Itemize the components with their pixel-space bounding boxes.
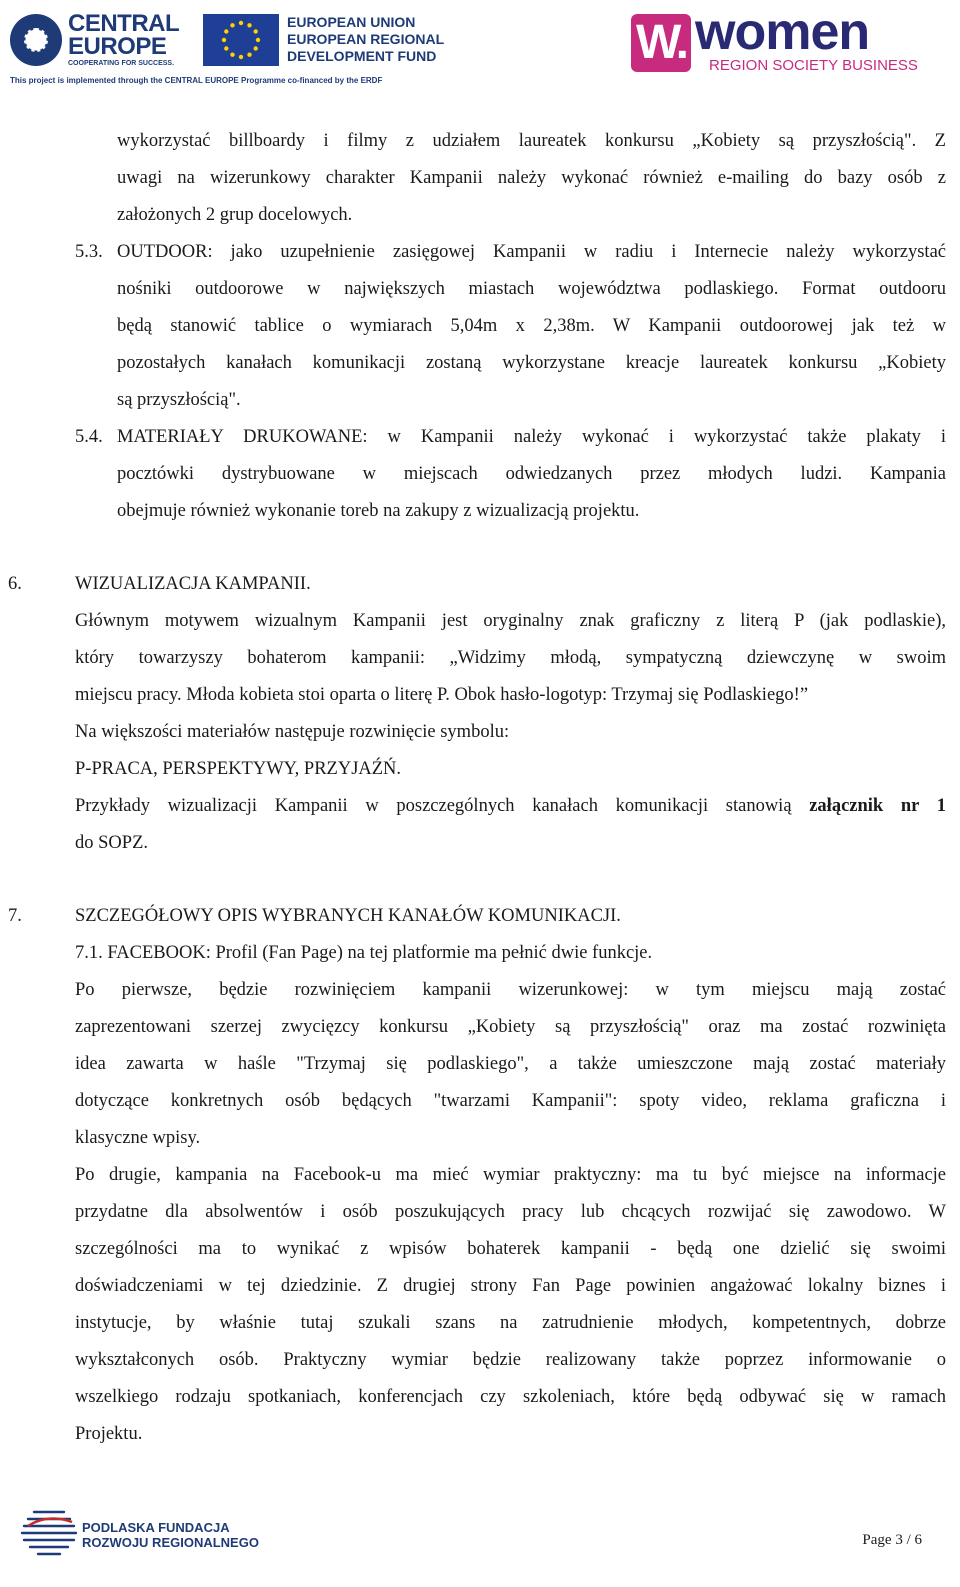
eu-text-line2: EUROPEAN REGIONAL [287,31,445,47]
page-number: Page 3 / 6 [862,1532,922,1548]
eu-star-icon [247,23,251,27]
text-line: który towarzyszy bohaterom kampanii: „Widzimy młodą, sympatyczną dziewczynę w swoim [75,648,946,668]
section-number: 7. [8,906,22,926]
eu-star-icon [224,29,228,33]
foundation-line1: PODLASKA FUNDACJA [82,1520,230,1535]
women-logo [631,3,931,76]
programme-note: This project is implemented through the CENTRAL EUROPE Programme co-financed by the ERDF [10,76,383,85]
women-wordmark: women [695,3,870,61]
eu-star-icon [256,38,260,42]
text-line: doświadczeniami w tej dziedzinie. Z drugiej strony Fan Page powinien angażować lokalny biznes i [75,1276,946,1296]
central-europe-wordmark [68,12,179,58]
text-line: idea zawarta w haśle "Trzymaj się podlaskiego", a także umieszczone mają zostać materiały [75,1054,946,1074]
text-line: do SOPZ. [75,833,148,853]
foundation-emblem-icon [20,1502,78,1562]
eu-fund-label [287,14,444,65]
text-line: szczególności ma to wynikać z wpisów bohaterek kampanii - będą one dzielić się swoimi [75,1239,946,1259]
text-line: nośniki outdoorowe w największych miastach województwa podlaskiego. Format outdooru [117,279,946,299]
eu-star-icon [254,46,258,50]
podlaska-foundation-logo [20,1502,260,1564]
text-line: pozostałych kanałach komunikacji zostaną wykorzystane kreacje laureatek konkursu „Kobiety [117,353,946,373]
section-number: 6. [8,574,22,594]
eu-star-icon [247,53,251,57]
eu-star-icon [254,29,258,33]
text-line: klasyczne wpisy. [75,1128,201,1148]
central-europe-logo [10,12,190,68]
central-europe-emblem-icon [10,14,62,66]
page-header [0,0,960,96]
central-europe-tagline: COOPERATING FOR SUCCESS. [68,60,175,67]
text-line: pocztówki dystrybuowane w miejscach odwiedzanych przez młodych ludzi. Kampania [117,464,946,484]
text-line: MATERIAŁY DRUKOWANE: w Kampanii należy wykonać i wykorzystać także plakaty i [117,427,946,447]
section-number: 5.3. [75,242,103,262]
text-line: wszelkiego rodzaju spotkaniach, konferencjach czy szkoleniach, które będą odbywać się w ramach [75,1387,946,1407]
text-line: wykształconych osób. Praktyczny wymiar będzie realizowany także poprzez informowanie o [75,1350,946,1370]
text-line [75,796,946,817]
eu-star-icon [230,23,234,27]
foundation-line2: ROZWOJU REGIONALNEGO [82,1535,259,1550]
text-line: Projektu. [75,1424,143,1444]
text-line: instytucje, by właśnie tutaj szukali szans na zatrudnienie młodych, kompetentnych, dobrze [75,1313,946,1333]
eu-flag-icon [203,14,279,66]
central-europe-line2: EUROPE [68,33,167,60]
text-line: obejmuje również wykonanie toreb na zakupy z wizualizacją projektu. [117,501,640,521]
text-line: OUTDOOR: jako uzupełnienie zasięgowej Kampanii w radiu i Internecie należy wykorzystać [117,242,946,262]
text-line: uwagi na wizerunkowy charakter Kampanii należy wykonać również e-mailing do bazy osób z [117,168,946,188]
eu-text-line1: EUROPEAN UNION [287,14,416,30]
text-line: będą stanowić tablice o wymiarach 5,04m x 2,38m. W Kampanii outdoorowej jak też w [117,316,946,336]
eu-star-icon [222,38,226,42]
section-heading: WIZUALIZACJA KAMPANII. [75,574,311,594]
section-number: 5.4. [75,427,103,447]
text-line: przydatne dla absolwentów i osób poszukujących pracy lub chcących rozwijać się zawodowo. W [75,1202,946,1222]
text-line: założonych 2 grup docelowych. [117,205,353,225]
section-heading: SZCZEGÓŁOWY OPIS WYBRANYCH KANAŁÓW KOMUNIKACJI. [75,906,621,926]
women-badge-icon: W. [631,14,691,72]
subsection-heading: 7.1. FACEBOOK: Profil (Fan Page) na tej platformie ma pełnić dwie funkcje. [75,943,653,963]
text-line: są przyszłością". [117,390,241,410]
attachment-reference: załącznik nr 1 [809,796,946,816]
women-tagline: REGION SOCIETY BUSINESS [709,57,918,74]
eu-text-line3: DEVELOPMENT FUND [287,48,437,64]
text-line: P-PRACA, PERSPEKTYWY, PRZYJAŹŃ. [75,759,402,779]
text-line: miejscu pracy. Młoda kobieta stoi oparta o literę P. Obok hasło-logotyp: Trzymaj się Podlaskiego!” [75,685,809,705]
text-line: Po pierwsze, będzie rozwinięciem kampanii wizerunkowej: w tym miejscu mają zostać [75,980,946,1000]
central-europe-line1: CENTRAL [68,10,180,37]
text-line: Po drugie, kampania na Facebook-u ma mieć wymiar praktyczny: ma tu być miejsce na informacje [75,1165,946,1185]
text-line: Na większości materiałów następuje rozwinięcie symbolu: [75,722,510,742]
text-line: dotyczące konkretnych osób będących "twarzami Kampanii": spoty video, reklama graficzna i [75,1091,946,1111]
text-line: wykorzystać billboardy i filmy z udziałem laureatek konkursu „Kobiety są przyszłością". Z [117,131,946,151]
text-line: Głównym motywem wizualnym Kampanii jest oryginalny znak graficzny z literą P (jak podlaskie), [75,611,946,631]
text-line: zaprezentowani szerzej zwycięzcy konkursu „Kobiety są przyszłością" oraz ma zostać rozwinięta [75,1017,946,1037]
eu-star-icon [230,53,234,57]
eu-star-icon [239,55,243,59]
foundation-name [82,1520,259,1550]
eu-star-icon [224,46,228,50]
text-span: Przykłady wizualizacji Kampanii w poszczególnych kanałach komunikacji stanowią [75,796,810,816]
eu-star-icon [239,21,243,25]
